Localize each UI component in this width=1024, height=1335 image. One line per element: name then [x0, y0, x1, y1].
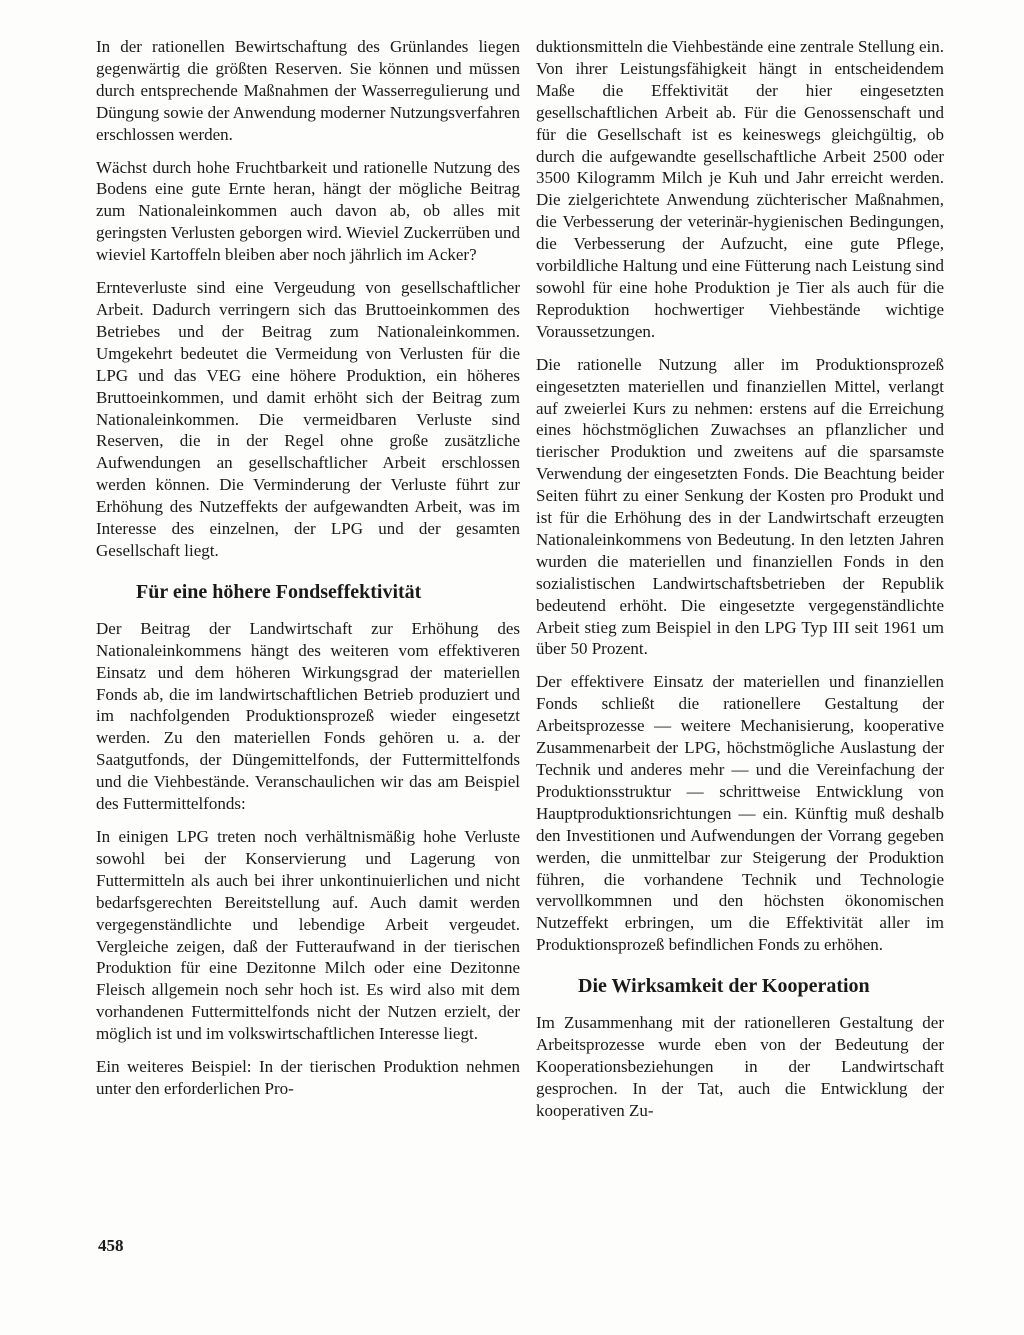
section-heading: Für eine höhere Fondseffektivität [136, 580, 422, 603]
paragraph: In der rationellen Bewirtschaftung des Grünlandes liegen gegenwärtig die größten Reserven. Sie können und müssen durch entsprechende Maßnahmen der Wasserregulierung und Düngung sowie der Anwendung moderner Nutzungsverfahren erschlossen werden. [96, 37, 520, 144]
paragraph: Der effektivere Einsatz der materiellen und finanziellen Fonds schließt die rationellere Gestaltung der Arbeitsprozesse — weitere Mechanisierung, kooperative Zusammenarbeit der LPG, höchstmögliche Auslastung der Technik und anderes mehr — und die Vereinfachung der Produktionsstruktur — schrittweise Entwicklung von Hauptproduktionsrichtungen — ein. Künftig muß deshalb den Investitionen und Aufwendungen der Vorrang gegeben werden, die unmittelbar zur Steigerung der Produktion führen, die vorhandene Technik und Technologie vervollkommnen und den höchsten ökonomischen Nutzeffekt erbringen, um die Effektivität aller im Produktionsprozeß befindlichen Fonds zu erhöhen. [536, 672, 944, 955]
right-column [536, 36, 944, 1133]
paragraph: Ein weiteres Beispiel: In der tierischen Produktion nehmen unter den erforderlichen Pro- [96, 1057, 520, 1098]
paragraph: In einigen LPG treten noch verhältnismäßig hohe Verluste sowohl bei der Konservierung und Lagerung von Futtermitteln als auch bei ihrer unkontinuierlichen und nicht bedarfsgerechten Bereitstellung auf. Auch damit werden vergegenständlichte und lebendige Arbeit vergeudet. Vergleiche zeigen, daß der Futteraufwand in der tierischen Produktion für eine Dezitonne Milch oder eine Dezitonne Fleisch allgemein noch sehr hoch ist. Es wird also mit dem vorhandenen Futtermittelfonds nicht der Nutzen erzielt, der möglich ist und im volkswirtschaftlichen Interesse liegt. [96, 827, 520, 1044]
paragraph: Im Zusammenhang mit der rationelleren Gestaltung der Arbeitsprozesse wurde eben von der Bedeutung der Kooperationsbeziehungen in der Landwirtschaft gesprochen. In der Tat, auch die Entwicklung der kooperativen Zu- [536, 1013, 944, 1120]
page-number: 458 [98, 1236, 124, 1255]
paragraph: Der Beitrag der Landwirtschaft zur Erhöhung des Nationaleinkommens hängt des weiteren vom effektiveren Einsatz und dem höheren Wirkungsgrad der materiellen Fonds ab, die im landwirtschaftlichen Betrieb produziert und im nachfolgenden Produktionsprozeß wieder eingesetzt werden. Zu den materiellen Fonds gehören u. a. der Saatgutfonds, der Düngemittelfonds, der Futtermittelfonds und die Viehbestände. Veranschaulichen wir das am Beispiel des Futtermittelfonds: [96, 618, 520, 814]
paragraph: duktionsmitteln die Viehbestände eine zentrale Stellung ein. Von ihrer Leistungsfähigkeit hängt in entscheidendem Maße die Effektivität der hier eingesetzten gesellschaftlichen Arbeit ab. Für die Genossenschaft und für die Gesellschaft ist es keineswegs gleichgültig, ob durch die aufgewandte gesellschaftliche Arbeit 2500 oder 3500 Kilogramm Milch je Kuh und Jahr erreicht werden. Die zielgerichtete Anwendung züchterischer Maßnahmen, die Verbesserung der veterinär-hygienischen Bedingungen, die Verbesserung der Aufzucht, eine gute Pflege, vorbildliche Haltung und eine Fütterung nach Leistung sind sowohl für eine hohe Produktion je Tier als auch für die Reproduktion hochwertiger Viehbestände wichtige Voraussetzungen. [536, 37, 944, 341]
left-column [96, 36, 520, 1111]
paragraph: Ernteverluste sind eine Vergeudung von gesellschaftlicher Arbeit. Dadurch verringern sich das Bruttoeinkommen des Betriebes und der Beitrag zum Nationaleinkommen. Umgekehrt bedeutet die Vermeidung von Verlusten für die LPG und das VEG eine höhere Produktion, ein höheres Bruttoeinkommen, und damit erhöht sich der Beitrag zum Nationaleinkommen. Die vermeidbaren Verluste sind Reserven, die in der Regel ohne große zusätzliche Aufwendungen an gesellschaftlicher Arbeit erschlossen werden können. Die Verminderung der Verluste führt zur Erhöhung des Nutzeffekts der aufgewandten Arbeit, was im Interesse des einzelnen, der LPG und der gesamten Gesellschaft liegt. [96, 278, 520, 560]
paragraph: Die rationelle Nutzung aller im Produktionsprozeß eingesetzten materiellen und finanziellen Mittel, verlangt auf zweierlei Kurs zu nehmen: erstens auf die Erreichung eines höchstmöglichen Zuwachses an pflanzlicher und tierischer Produktion und zweitens auf die sparsamste Verwendung der eingesetzten Fonds. Die Beachtung beider Seiten führt zu einer Senkung der Kosten pro Produkt und ist für die Erhöhung des in der Landwirtschaft erzeugten Nationaleinkommens von Bedeutung. In den letzten Jahren wurden die materiellen und finanziellen Fonds in den sozialistischen Landwirtschaftsbetrieben der Republik bedeutend erhöht. Die eingesetzte vergegenständlichte Arbeit stieg zum Beispiel in den LPG Typ III seit 1961 um über 50 Prozent. [536, 354, 944, 659]
section-heading: Die Wirksamkeit der Kooperation [578, 975, 870, 998]
paragraph: Wächst durch hohe Fruchtbarkeit und rationelle Nutzung des Bodens eine gute Ernte heran, hängt der mögliche Beitrag zum Nationaleinkommen auch davon ab, ob alles mit geringsten Verlusten geborgen wird. Wieviel Zuckerrüben und wieviel Kartoffeln bleiben aber noch jährlich im Acker? [96, 157, 520, 265]
